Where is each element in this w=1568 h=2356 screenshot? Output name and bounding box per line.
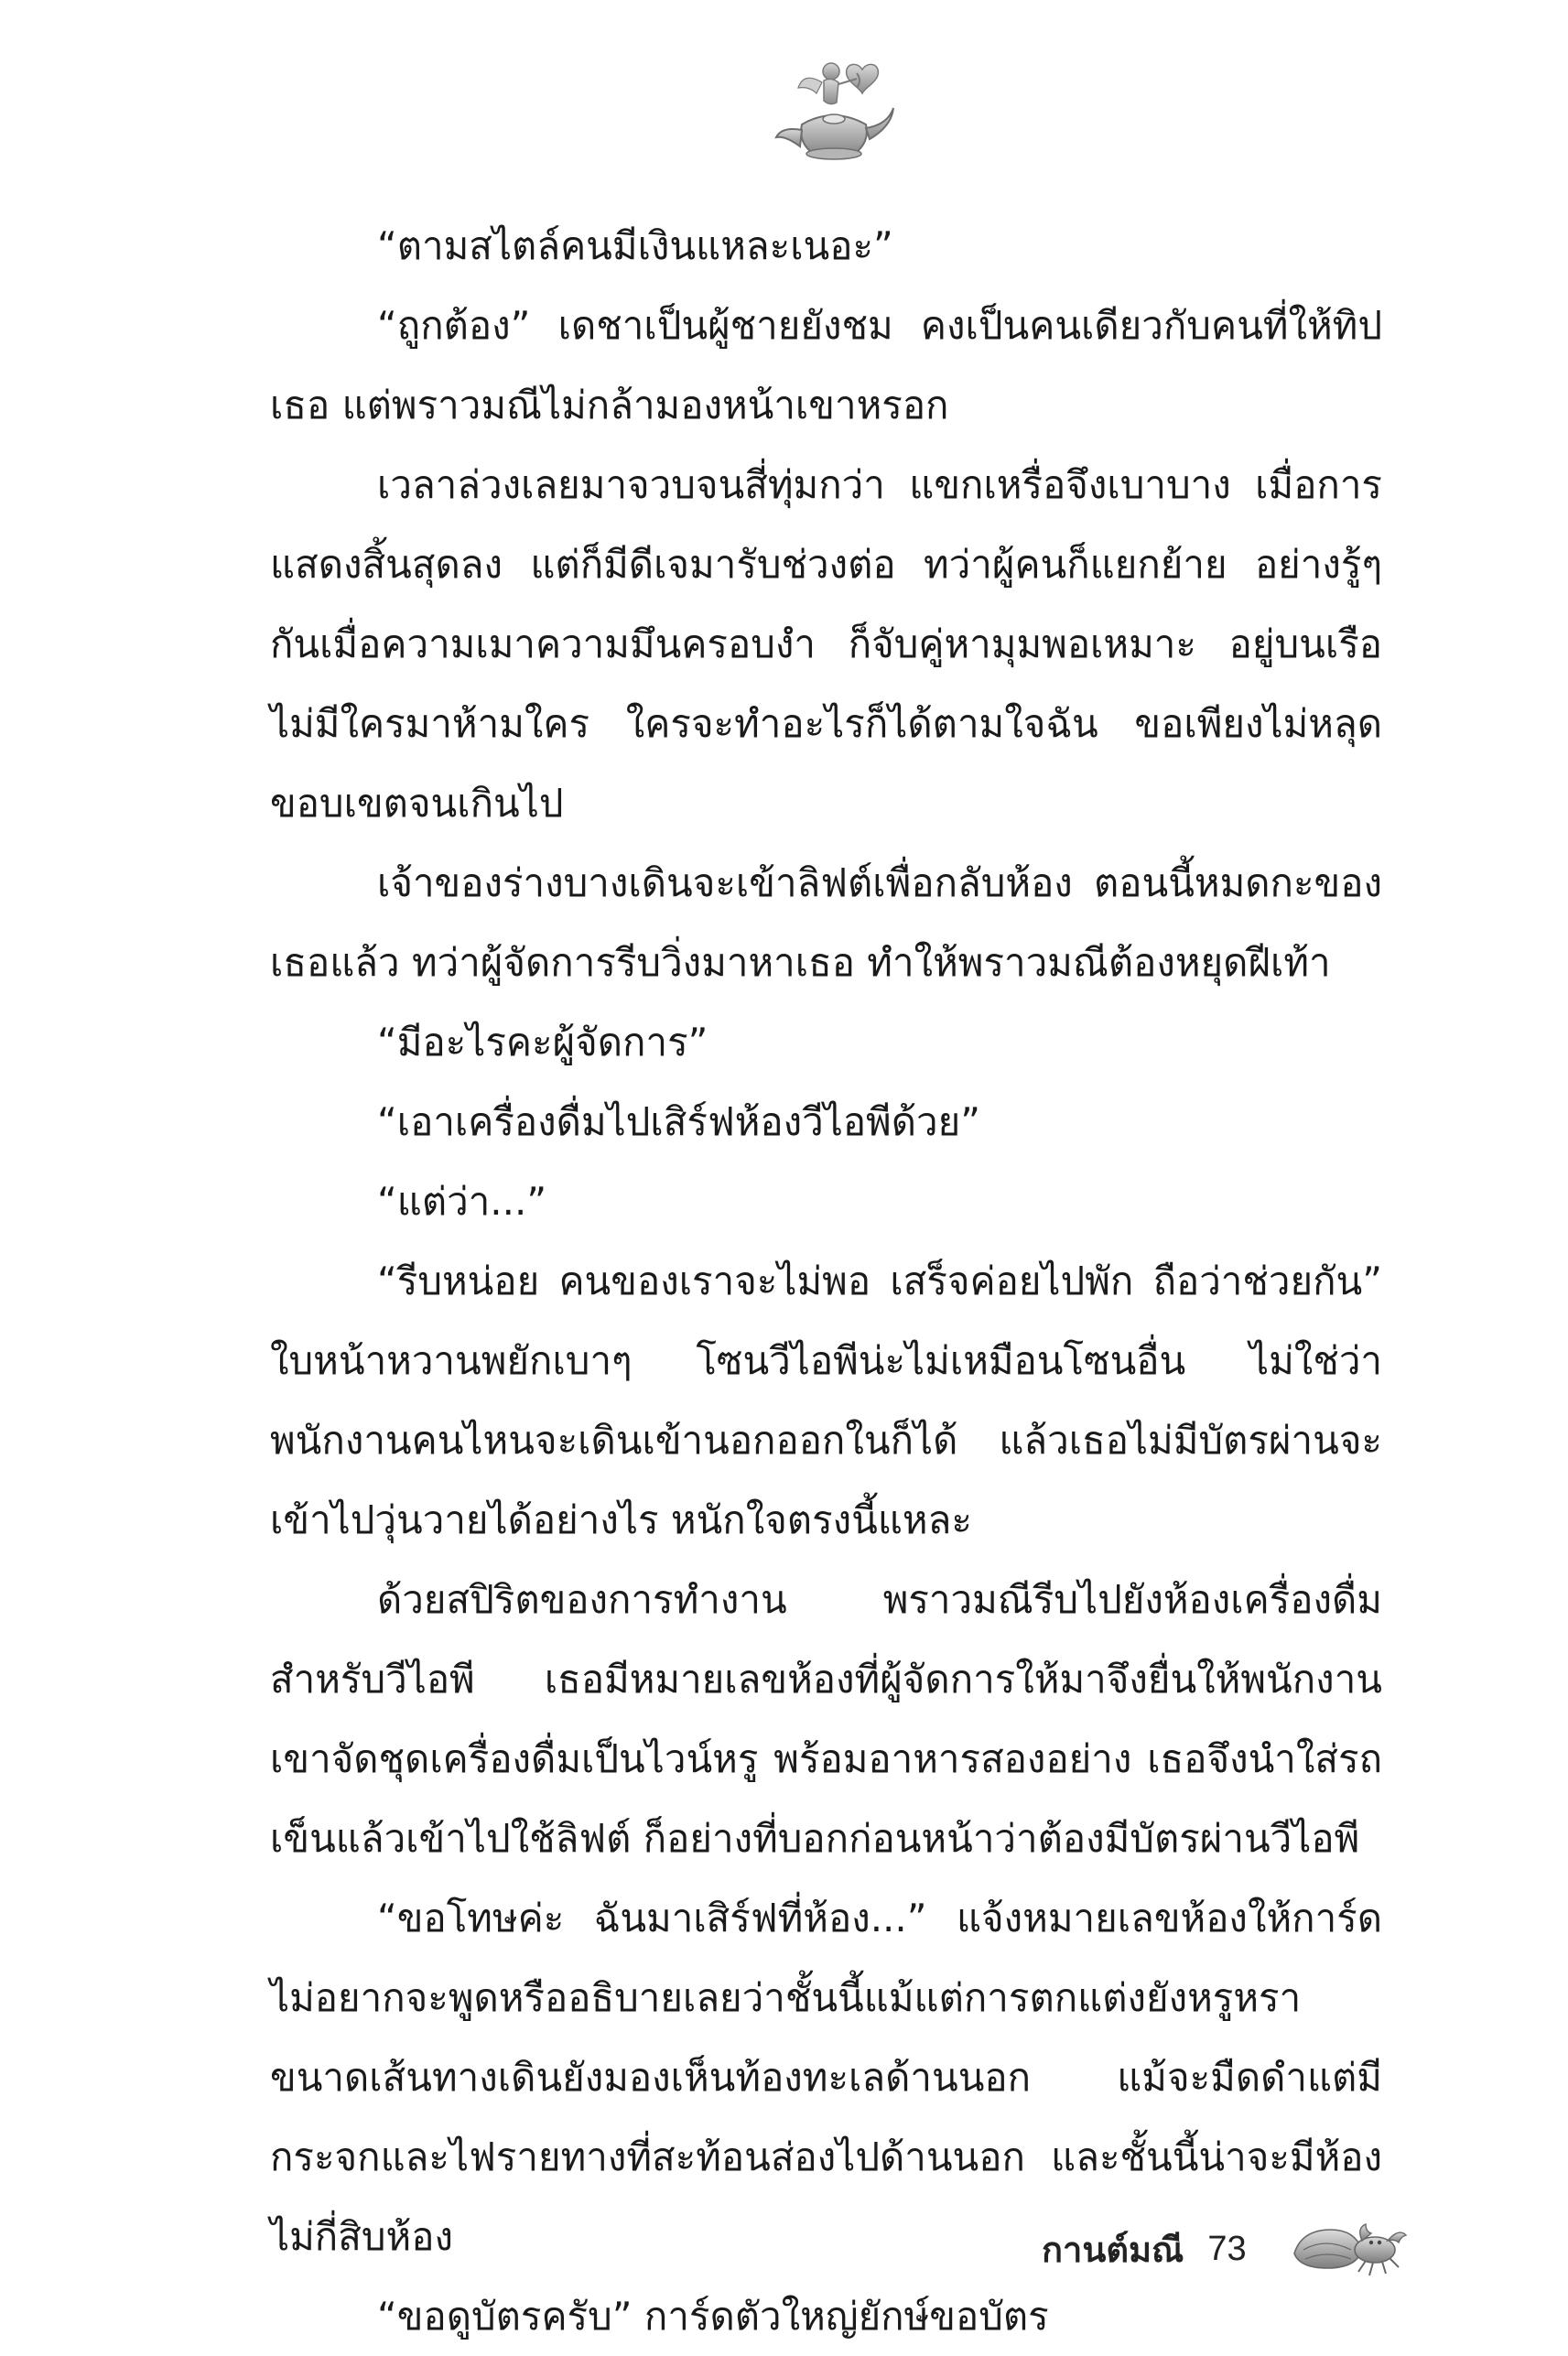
paragraph: “ถูกต้อง” เดชาเป็นผู้ชายยังชม คงเป็นคนเดียวกับคนที่ให้ทิปเธอ แต่พราวมณีไม่กล้ามองหน้าเขาหรอก [270, 303, 1382, 427]
running-title: กานต์มณี [1042, 2231, 1184, 2270]
body-text [270, 206, 1382, 2356]
paragraph: ด้วยสปิริตของการทำงาน พราวมณีรีบไปยังห้องเครื่องดื่มสำหรับวีไอพี เธอมีหมายเลขห้องที่ผู้จัดการให้มาจึงยื่นให้พนักงาน เขาจัดชุดเครื่องดื่มเป็นไวน์หรู พร้อมอาหารสองอย่าง เธอจึงนำใส่รถเข็นแล้วเข้าไปใช้ลิฟต์ ก็อย่างที่บอกก่อนหน้าว่าต้องมีบัตรผ่านวีไอพี [270, 1577, 1382, 1861]
paragraph: เจ้าของร่างบางเดินจะเข้าลิฟต์เพื่อกลับห้อง ตอนนี้หมดกะของเธอแล้ว ทว่าผู้จัดการรีบวิ่งมาหาเธอ ทำให้พราวมณีต้องหยุดฝีเท้า [270, 860, 1382, 985]
paragraph: “รีบหน่อย คนของเราจะไม่พอ เสร็จค่อยไปพัก ถือว่าช่วยกัน” ใบหน้าหวานพยักเบาๆ โซนวีไอพีน่ะไม่เหมือนโซนอื่น ไม่ใช่ว่าพนักงานคนไหนจะเดินเข้านอกออกในก็ได้ แล้วเธอไม่มีบัตรผ่านจะเข้าไปวุ่นวายได้อย่างไร หนักใจตรงนี้แหละ [270, 1259, 1382, 1542]
paragraph: “ขอดูบัตรครับ” การ์ดตัวใหญ่ยักษ์ขอบัตร [377, 2294, 1049, 2339]
page-number: 73 [1207, 2229, 1247, 2268]
paragraph: “ตามสไตล์คนมีเงินแหละเนอะ” [377, 223, 893, 268]
crab-ornament-icon [1285, 2217, 1409, 2281]
cupid-teapot-ornament-icon [767, 53, 904, 172]
page-footer [1042, 2217, 1409, 2281]
paragraph: “แต่ว่า...” [377, 1179, 547, 1224]
paragraph: “ขอโทษค่ะ ฉันมาเสิร์ฟที่ห้อง...” แจ้งหมายเลขห้องให้การ์ดไม่อยากจะพูดหรืออธิบายเลยว่าชั้นนี้แม้แต่การตกแต่งยังหรูหรา ขนาดเส้นทางเดินยังมองเห็นท้องทะเลด้านนอก แม้จะมืดดำแต่มีกระจกและไฟรายทางที่สะท้อนส่องไปด้านนอก และชั้นนี้น่าจะมีห้องไม่กี่สิบห้อง [270, 1896, 1382, 2259]
paragraph: เวลาล่วงเลยมาจวบจนสี่ทุ่มกว่า แขกเหรื่อจึงเบาบาง เมื่อการแสดงสิ้นสุดลง แต่ก็มีดีเจมารับช่วงต่อ ทว่าผู้คนก็แยกย้าย อย่างรู้ๆ กันเมื่อความเมาความมึนครอบงำ ก็จับคู่หามุมพอเหมาะ อยู่บนเรือไม่มีใครมาห้ามใคร ใครจะทำอะไรก็ได้ตามใจฉัน ขอเพียงไม่หลุดขอบเขตจนเกินไป [270, 462, 1382, 826]
paragraph: “เอาเครื่องดื่มไปเสิร์ฟห้องวีไอพีด้วย” [377, 1099, 980, 1144]
paragraph: “มีอะไรคะผู้จัดการ” [377, 1020, 708, 1065]
